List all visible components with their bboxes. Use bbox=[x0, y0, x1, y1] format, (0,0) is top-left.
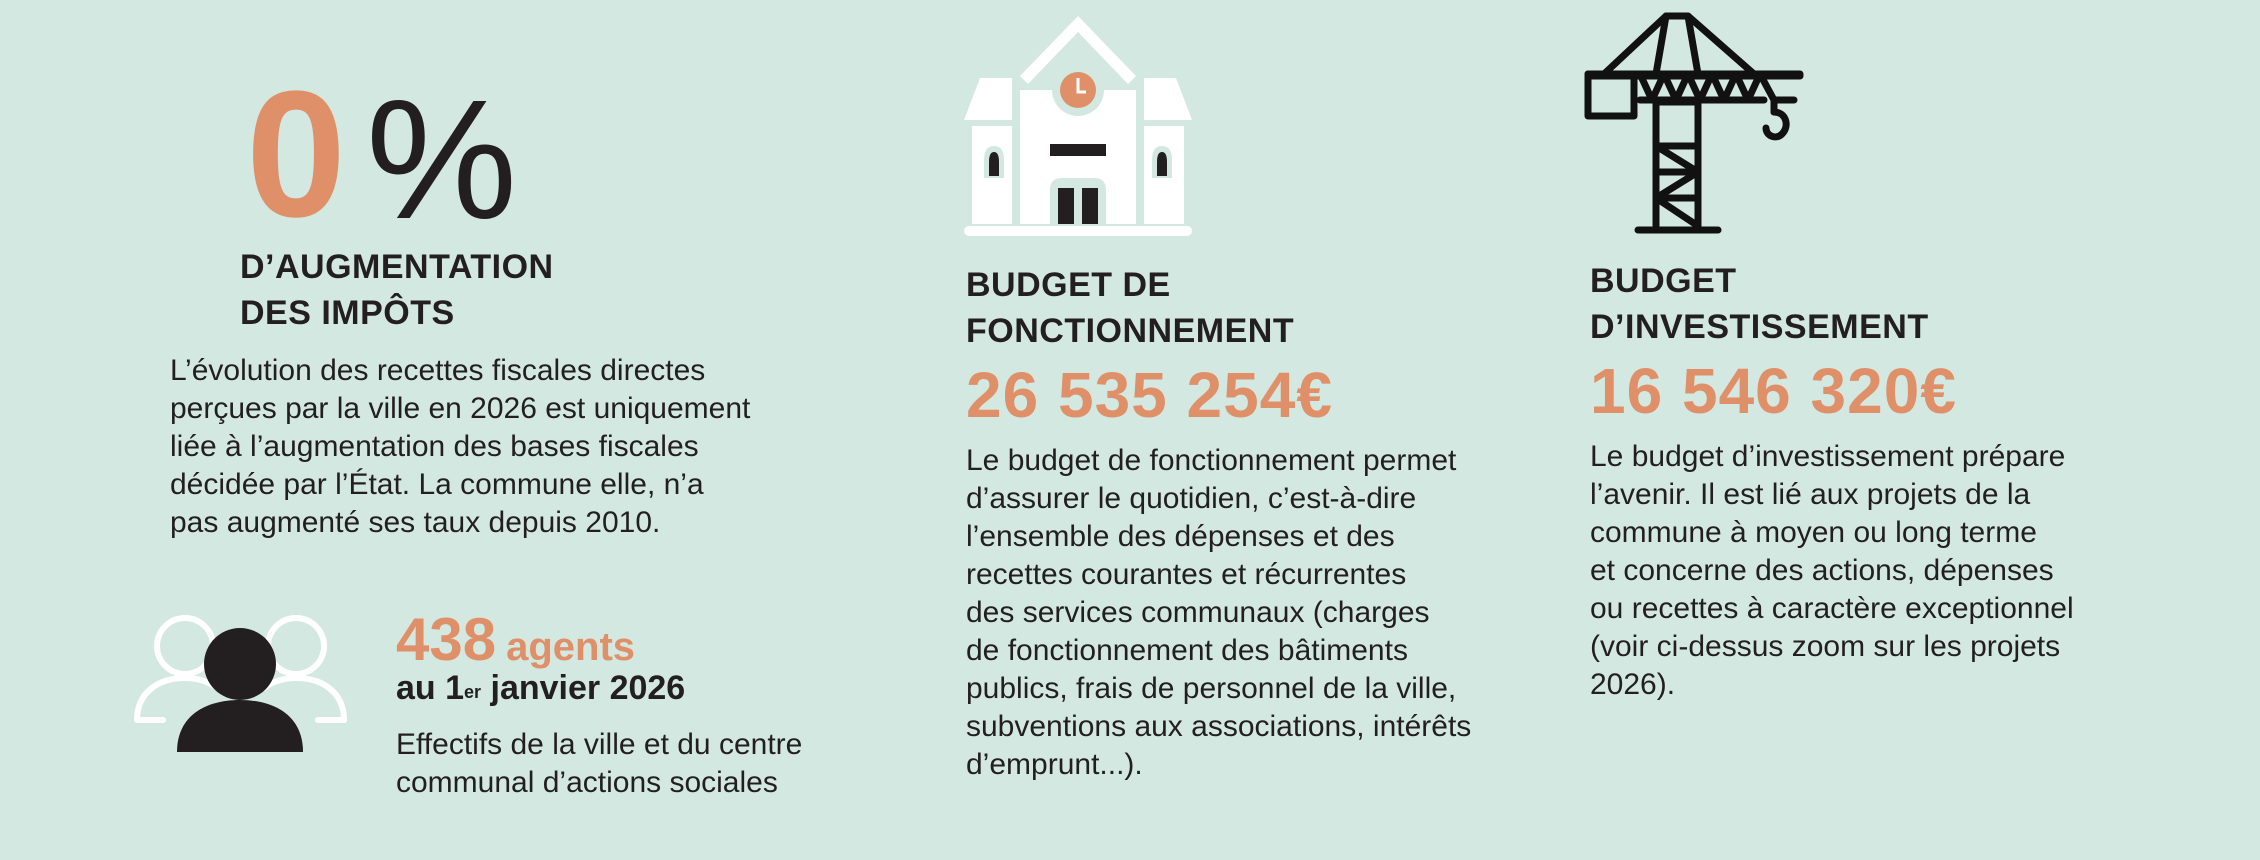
text-line: des services communaux (charges bbox=[966, 596, 1430, 629]
town-hall-icon bbox=[962, 8, 1194, 243]
text-line: décidée par l’État. La commune elle, n’a bbox=[170, 468, 704, 501]
tax-heading bbox=[240, 244, 554, 336]
text-line: ou recettes à caractère exceptionnel bbox=[1590, 592, 2074, 625]
people-icon bbox=[133, 612, 348, 767]
text-line: Effectifs de la ville et du centre bbox=[396, 728, 803, 761]
text-line: de fonctionnement des bâtiments bbox=[966, 634, 1408, 667]
agents-date-prefix: au 1 bbox=[396, 669, 465, 707]
tax-heading-line: DES IMPÔTS bbox=[240, 294, 455, 332]
heading-line: D’INVESTISSEMENT bbox=[1590, 308, 1929, 346]
investment-budget-amount: 16 546 320€ bbox=[1590, 355, 1957, 427]
operating-budget-heading bbox=[966, 262, 1294, 354]
text-line: communal d’actions sociales bbox=[396, 766, 778, 799]
text-line: perçues par la ville en 2026 est uniquement bbox=[170, 392, 751, 425]
operating-budget-amount: 26 535 254€ bbox=[966, 359, 1333, 431]
text-line: Le budget d’investissement prépare bbox=[1590, 440, 2066, 473]
text-line: liée à l’augmentation des bases fiscales bbox=[170, 430, 699, 463]
heading-line: BUDGET DE bbox=[966, 266, 1171, 304]
tax-heading-line: D’AUGMENTATION bbox=[240, 248, 554, 286]
agents-count bbox=[396, 606, 635, 674]
investment-budget-heading bbox=[1590, 258, 1929, 350]
text-line: l’ensemble des dépenses et des bbox=[966, 520, 1395, 553]
text-line: d’emprunt...). bbox=[966, 748, 1143, 781]
operating-budget-description bbox=[966, 442, 1471, 784]
text-line: et concerne des actions, dépenses bbox=[1590, 554, 2054, 587]
investment-budget-description bbox=[1590, 438, 2074, 704]
text-line: 2026). bbox=[1590, 668, 1676, 701]
crane-icon bbox=[1584, 12, 1804, 242]
agents-number: 438 bbox=[396, 606, 497, 673]
agents-date-suffix: janvier 2026 bbox=[481, 669, 686, 707]
text-line: L’évolution des recettes fiscales directes bbox=[170, 354, 706, 387]
text-line: commune à moyen ou long terme bbox=[1590, 516, 2037, 549]
heading-line: BUDGET bbox=[1590, 262, 1737, 300]
text-line: publics, frais de personnel de la ville, bbox=[966, 672, 1457, 705]
text-line: Le budget de fonctionnement permet bbox=[966, 444, 1457, 477]
agents-date bbox=[396, 665, 685, 711]
percent-sign: % bbox=[366, 65, 518, 255]
text-line: subventions aux associations, intérêts bbox=[966, 710, 1472, 743]
text-line: d’assurer le quotidien, c’est-à-dire bbox=[966, 482, 1417, 515]
tax-increase-figure bbox=[246, 54, 518, 255]
agents-date-ordinal: er bbox=[464, 682, 482, 702]
text-line: pas augmenté ses taux depuis 2010. bbox=[170, 506, 661, 539]
agents-unit: agents bbox=[506, 625, 636, 669]
tax-increase-value: 0 bbox=[246, 54, 347, 255]
heading-line: FONCTIONNEMENT bbox=[966, 312, 1295, 350]
text-line: (voir ci-dessus zoom sur les projets bbox=[1590, 630, 2061, 663]
agents-description bbox=[396, 726, 802, 802]
text-line: recettes courantes et récurrentes bbox=[966, 558, 1407, 591]
tax-description bbox=[170, 352, 750, 542]
text-line: l’avenir. Il est lié aux projets de la bbox=[1590, 478, 2031, 511]
